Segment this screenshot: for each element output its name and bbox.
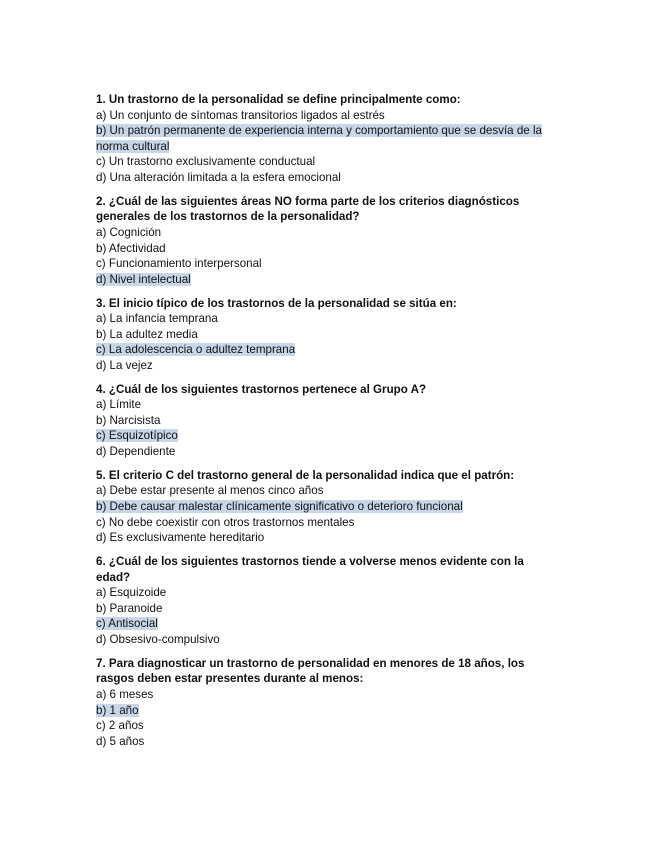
option-text: a) Esquizoide <box>96 586 167 600</box>
option-text: b) Paranoide <box>96 601 163 615</box>
option-c <box>96 718 558 734</box>
option-text: a) 6 meses <box>96 687 154 701</box>
option-text: a) Cognición <box>96 225 162 239</box>
highlighted-answer: b) Debe causar malestar clínicamente significativo o deterioro funcional <box>96 500 463 513</box>
option-text: b) La adultez media <box>96 327 198 341</box>
option-d <box>96 530 558 546</box>
question-title: 2. ¿Cuál de las siguientes áreas NO forma parte de los criterios diagnósticos generales de los trastornos de la personalidad? <box>96 194 520 224</box>
question-title: 6. ¿Cuál de los siguientes trastornos tiende a volverse menos evidente con la edad? <box>96 554 524 584</box>
question-title: 5. El criterio C del trastorno general de la personalidad indica que el patrón: <box>96 468 515 482</box>
option-c <box>96 342 558 358</box>
option-text: b) Afectividad <box>96 241 166 255</box>
option-c <box>96 515 558 531</box>
option-d <box>96 734 558 750</box>
option-b <box>96 703 558 719</box>
option-d <box>96 444 558 460</box>
option-c <box>96 616 558 632</box>
highlighted-answer: c) Esquizotípico <box>96 429 178 443</box>
option-text: c) Un trastorno exclusivamente conductual <box>96 155 316 169</box>
option-b <box>96 499 558 515</box>
question-6 <box>96 554 558 648</box>
option-b <box>96 327 558 343</box>
option-c <box>96 428 558 444</box>
highlighted-answer: d) Nivel intelectual <box>96 272 191 286</box>
highlighted-answer: b) Un patrón permanente de experiencia interna y comportamiento que se desvía de la norma cultural <box>96 124 542 153</box>
option-text: d) Obsesivo-compulsivo <box>96 632 220 646</box>
option-text: a) Debe estar presente al menos cinco años <box>96 484 324 498</box>
highlighted-answer: c) Antisocial <box>96 617 158 631</box>
option-text: d) 5 años <box>96 734 145 748</box>
option-c <box>96 256 558 272</box>
question-2 <box>96 194 558 288</box>
highlighted-answer: b) 1 año <box>96 703 139 717</box>
option-text: d) Una alteración limitada a la esfera emocional <box>96 170 341 184</box>
option-d <box>96 170 558 186</box>
option-text: d) Dependiente <box>96 445 176 459</box>
question-title: 3. El inicio típico de los trastornos de la personalidad se sitúa en: <box>96 296 457 310</box>
option-a <box>96 585 558 601</box>
option-text: a) Un conjunto de síntomas transitorios ligados al estrés <box>96 108 385 122</box>
option-text: c) No debe coexistir con otros trastornos mentales <box>96 515 355 529</box>
option-b <box>96 413 558 429</box>
option-text: d) La vejez <box>96 358 153 372</box>
question-title: 7. Para diagnosticar un trastorno de personalidad en menores de 18 años, los rasgos deben estar presentes durante al menos: <box>96 656 525 686</box>
option-text: a) Límite <box>96 398 142 412</box>
question-title: 1. Un trastorno de la personalidad se define principalmente como: <box>96 93 461 106</box>
question-4 <box>96 382 558 460</box>
option-a <box>96 483 558 499</box>
option-text: a) La infancia temprana <box>96 312 218 326</box>
option-a <box>96 225 558 241</box>
quiz-content <box>96 92 558 757</box>
option-d <box>96 632 558 648</box>
option-a <box>96 108 558 124</box>
option-a <box>96 687 558 703</box>
question-title: 4. ¿Cuál de los siguientes trastornos pertenece al Grupo A? <box>96 382 427 396</box>
option-text: c) Funcionamiento interpersonal <box>96 257 262 271</box>
option-a <box>96 311 558 327</box>
option-b <box>96 123 558 154</box>
option-text: d) Es exclusivamente hereditario <box>96 531 265 545</box>
option-a <box>96 397 558 413</box>
option-c <box>96 154 558 170</box>
highlighted-answer: c) La adolescencia o adultez temprana <box>96 343 296 357</box>
question-7 <box>96 656 558 750</box>
option-text: c) 2 años <box>96 719 144 733</box>
question-1 <box>96 92 558 186</box>
option-b <box>96 241 558 257</box>
option-b <box>96 601 558 617</box>
question-5 <box>96 468 558 546</box>
option-text: b) Narcisista <box>96 413 161 427</box>
option-d <box>96 272 558 288</box>
question-3 <box>96 296 558 374</box>
option-d <box>96 358 558 374</box>
